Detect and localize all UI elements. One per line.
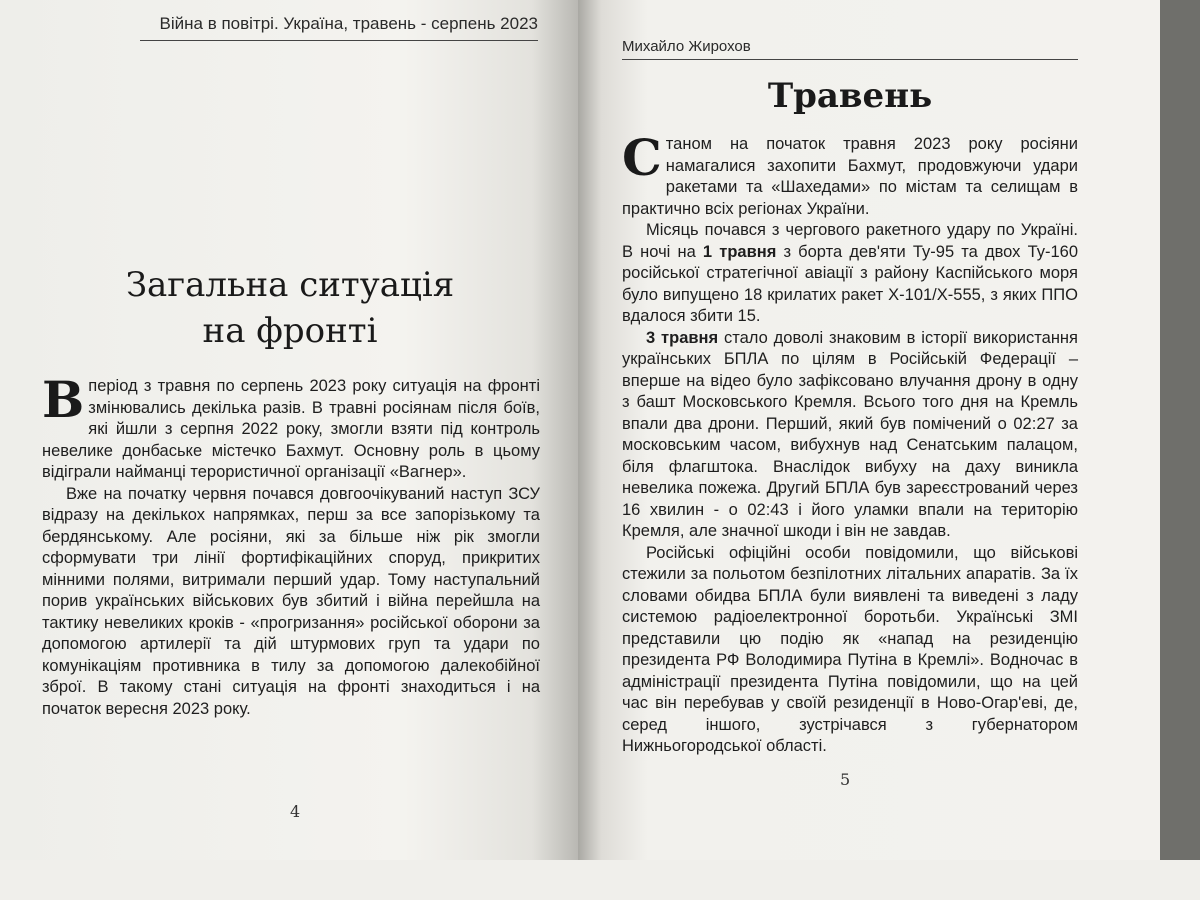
chapter-title-line2: на фронті — [202, 311, 378, 351]
right-paragraph-2-after: з борта дев'яти Ту-95 та двох Ту-160 російської стратегічної авіації з району Каспійського моря було випущено 18 крилатих ракет Х-101/Х-555, з яких ППО вдалося збити 15. — [622, 242, 1078, 325]
right-paragraph-1 — [622, 128, 1078, 220]
right-paragraph-2 — [622, 220, 1078, 328]
right-paragraph-2-before: Місяць почався з чергового ракетного удару по Україні. В ночі на — [622, 221, 1078, 261]
right-drop-cap: С — [622, 128, 662, 187]
table-surface — [0, 860, 1200, 900]
running-head-right: Михайло Жирохов — [622, 38, 1078, 60]
page-number-right: 5 — [840, 770, 851, 789]
chapter-title-line1: Загальна ситуація — [125, 265, 455, 305]
date-may-3: 3 травня — [646, 328, 719, 347]
right-paragraph-1-text: таном на початок травня 2023 року росіяни намагалися захопити Бахмут, продовжуючи удари ракетами та «Шахедами» по містам та селищам в практично всіх регіонах України. — [622, 135, 1078, 218]
right-paragraph-3-after: стало доволі знаковим в історії використання українських БПЛА по цілям в Російській Федерації – вперше на відео було зафіксовано влучання дрону в одну з башт Московського Кремля. Всього того дня на Кремль впали два дрони. Перший, який був помічений о 02:27 за московським часом, вибухнув над Сенатським палацом, біля флагштока. Внаслідок вибуху на даху виникла невелика пожежа. Другий БПЛА був зареєстрований через 16 хвилин - о 02:43 і його уламки впали на територію Кремля, але значної шкоди і він не завдав. — [622, 328, 1078, 540]
left-body-text — [42, 370, 540, 720]
section-title: Травень — [767, 76, 933, 116]
left-drop-cap: В — [42, 370, 85, 429]
right-paragraph-4: Російські офіційні особи повідомили, що військові стежили за польотом безпілотних літальних апаратів. За їх словами обидва БПЛА були виявлені та виведені з ладу системою радіоелектронної боротьби. Українські ЗМІ представили цю подію як «напад на резиденцію президента РФ Володимира Путіна в Кремлі». Водночас в адміністрації президента Путіна повідомили, що на цей час він перебував у своїй резиденції в Ново-Огар'еві, де, серед іншого, зустрічався з губернатором Нижньогородської області. — [622, 543, 1078, 755]
left-paragraph-2: Вже на початку червня почався довгоочікуваний наступ ЗСУ відразу на декількох напрямках, перш за все запорізькому та бердянському. Але росіяни, які за більше ніж рік змогли сформувати три лінії фортифікаційних споруд, прикритих мінними полями, витримали перший удар. Тому наступальний порив українських військових був збитий і війна перейшла на тактику невеликих кроків - «прогризання» російської оборони за допомогою артилерії та дій штурмових груп та удари по комунікаціям противника в тилу за допомогою далекобійної зброї. В такому стані ситуація на фронті знаходиться і на початок вересня 2023 року. — [42, 484, 540, 718]
chapter-title — [30, 262, 550, 354]
running-head-left: Війна в повітрі. Україна, травень - серпень 2023 — [140, 14, 538, 41]
left-page — [0, 0, 578, 860]
left-paragraph-1 — [42, 370, 540, 484]
right-paragraph-3 — [622, 328, 1078, 543]
background-shadow — [1160, 0, 1200, 900]
date-may-1: 1 травня — [702, 242, 777, 261]
right-body-text — [622, 128, 1078, 758]
page-number-left: 4 — [290, 802, 301, 821]
left-paragraph-1-text: період з травня по серпень 2023 року ситуація на фронті змінювались декілька разів. В травні росіянам після боїв, які йшли з серпня 2022 року, змогли взяти під контроль невелике донбаське містечко Бахмут. Основну роль в цьому відіграли найманці терористичної організації «Вагнер». — [42, 377, 540, 481]
